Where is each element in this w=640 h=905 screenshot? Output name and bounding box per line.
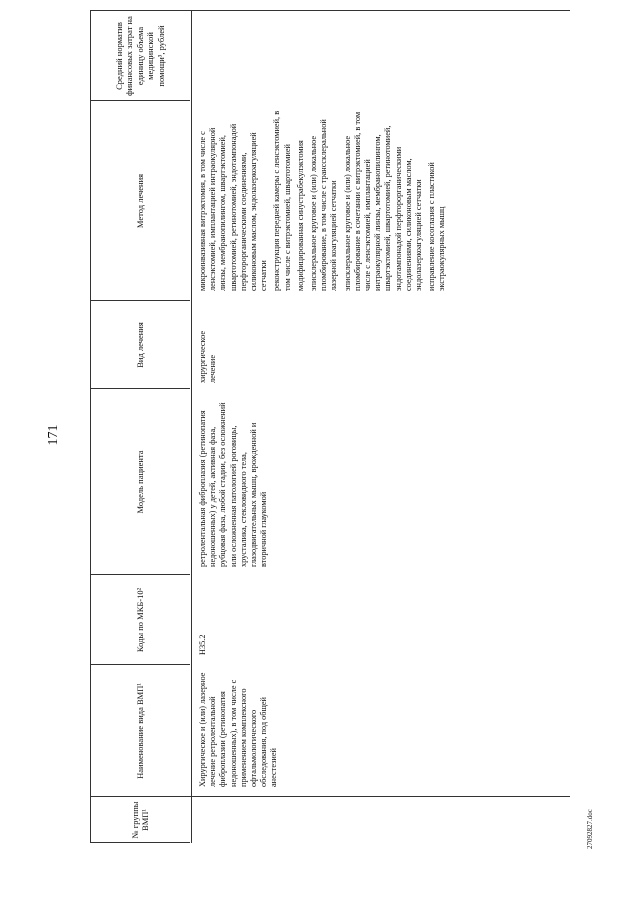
method-item: эписклеральное круговое и (или) локальное пломбирование в сочетании с витрэктомией, в том числе с ленсэктомией, имплантацией интраокулярной линзы, мембранопилингом, швартэктомией, швартотомией, ретинотомией, эндотампонадой перфторорганическими соединениями, силиконовым маслом, эндолазеркоагуляцией сетчатки [342, 111, 424, 291]
document-code: 27092827.doc [586, 809, 594, 849]
method-item: исправление косоглазия с пластикой экстраокулярных мышц [427, 162, 447, 291]
method-item: модифицированная синустрабекулэктомия [295, 140, 305, 291]
header-vmp-name: Наименование вида ВМП¹ [134, 683, 145, 779]
cell-patient-model: ретролентальная фиброплазия (ретинопатия недоношенных) у детей, активная фаза, рубцовая фаза, любой стадии, без осложнений или осложненная патологией роговицы, хрусталика, стекловидного тела, глазодвигательных мышц, врожденной и вторичной глаукомой [198, 402, 269, 567]
cell-treatment-methods [198, 99, 448, 295]
header-patient-model: Модель пациента [134, 450, 145, 514]
rotated-page [38, 0, 608, 865]
header-treatment-type: Вид лечения [134, 322, 145, 368]
header-group-number: № группы ВМП¹ [129, 801, 150, 839]
header-treatment-method: Метод лечения [134, 173, 145, 229]
medical-care-table [90, 11, 570, 843]
method-item: микроинвазивная витрэктомия, в том числе с ленсэктомией, имплантацией интраокулярной линзы, мембранопилингом, швартэктомией, швартотомией, ретинотомией, эндотампонадой перфторорганическими соединениями, силиконовым маслом, эндолазеркоагуляцией сетчатки [198, 123, 269, 291]
method-item: реконструкция передней камеры с ленсэктомией, в том числе с витрэктомией, швартотомией [272, 110, 292, 291]
cell-treatment-type: хирургическое лечение [198, 330, 218, 383]
cell-vmp-name: Хирургическое и (или) лазерное лечение ретролентальной фиброплазии (ретинопатия недоношенных), в том числе с применением комплексного офтальмологического обследования, под общей анестезией [198, 672, 279, 787]
header-average-cost: Средний норматив финансовых затрат на единицу объема медицинской помощи³, рублей [113, 16, 166, 96]
cell-icd-code: H35.2 [198, 634, 207, 655]
page-number: 171 [46, 424, 61, 446]
header-icd-codes: Коды по МКБ-10² [134, 587, 145, 653]
method-item: эписклеральное круговое и (или) локальное пломбирование, в том числе с транссклеральной лазерной коагуляцией сетчатки [309, 119, 339, 291]
